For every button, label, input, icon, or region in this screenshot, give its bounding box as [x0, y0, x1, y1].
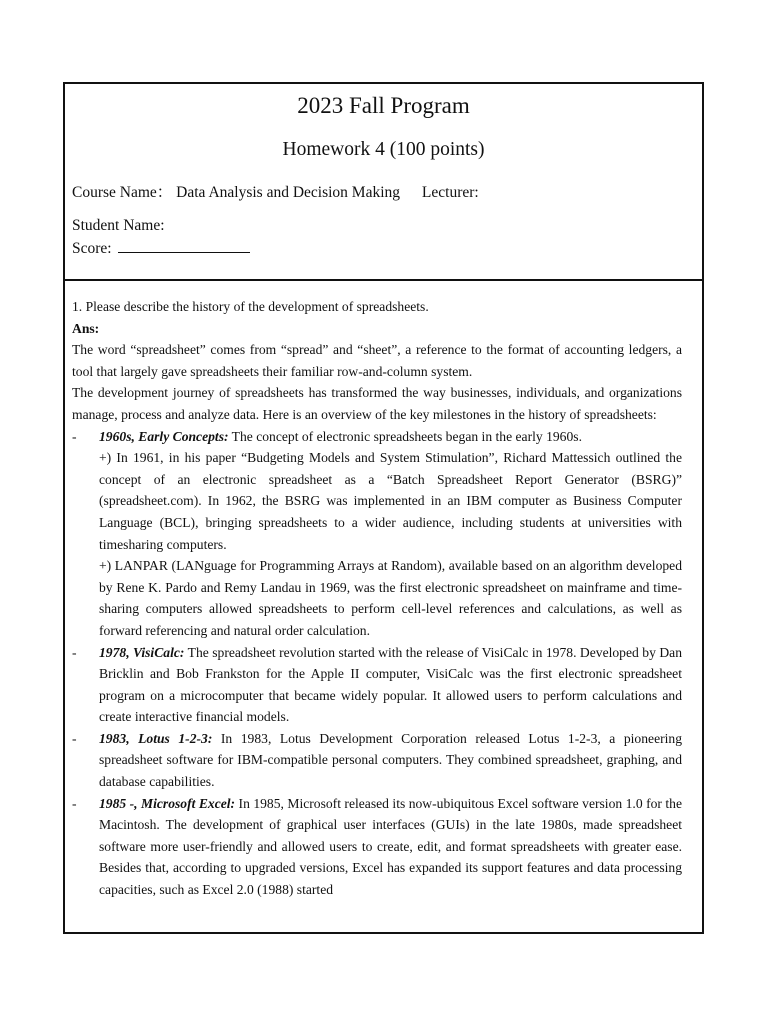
milestone-text: In 1983, Lotus Development Corporation released Lotus 1-2-3, a pioneering spreadsheet software for IBM-compatible personal computers. They combined spreadsheet, graphing, and database capabilities. — [99, 730, 682, 790]
milestone-sub-bsrg: +) In 1961, in his paper “Budgeting Models and System Stimulation”, Richard Mattessich outlined the concept of an electronic spreadsheet as a “Batch Spreadsheet Report Generator (BSRG)” (spreadsheet.com). In 1962, the BSRG was implemented in an IBM computer as Business Computer Language (BCL), bringing spreadsheets to a wider audience, including students at universities with timesharing computers. — [99, 450, 682, 552]
milestone-heading: 1985 -, Microsoft Excel: — [99, 795, 236, 811]
bullet-dash: - — [72, 730, 77, 746]
milestone-sub-lanpar: +) LANPAR (LANguage for Programming Arrays at Random), available based on an algorithm developed by Rene K. Pardo and Remy Landau in 1969, was the first electronic spreadsheet on mainframe and time-sharing computers allowed spreadsheets to perform cell-level references and calculations, as well as forward referencing and natural order calculation. — [99, 558, 682, 638]
score-line — [72, 237, 250, 260]
question-prompt: 1. Please describe the history of the development of spreadsheets. — [72, 299, 429, 314]
lecturer-label: Lecturer: — [421, 184, 479, 201]
page-title: 2023 Fall Program — [297, 93, 470, 118]
header-box — [65, 84, 702, 281]
bullet-dash: - — [72, 644, 77, 660]
milestone-heading: 1978, VisiCalc: — [99, 644, 185, 660]
homework-page-frame — [63, 82, 704, 934]
bullet-dash: - — [72, 428, 77, 444]
course-value: Data Analysis and Decision Making — [176, 184, 401, 201]
milestone-visicalc — [72, 642, 682, 728]
milestone-heading: 1960s, Early Concepts: — [99, 428, 229, 444]
page-subtitle: Homework 4 (100 points) — [282, 139, 485, 160]
student-name-label: Student Name: — [72, 217, 165, 234]
answer-body — [72, 296, 682, 901]
student-name-line — [72, 215, 165, 237]
intro-paragraph-2: The development journey of spreadsheets has transformed the way businesses, individuals, and organizations manage, process and analyze data. Here is an overview of the key milestones in the history of spreadsheets: — [72, 385, 682, 422]
milestone-1960s — [72, 426, 682, 642]
intro-paragraph-1: The word “spreadsheet” comes from “spread” and “sheet”, a reference to the format of accounting ledgers, a tool that largely gave spreadsheets their familiar row-and-column system. — [72, 342, 682, 379]
milestone-text: The concept of electronic spreadsheets began in the early 1960s. — [228, 428, 582, 444]
course-label: Course Name： — [72, 184, 173, 201]
score-blank — [118, 237, 250, 253]
course-line — [72, 182, 479, 204]
bullet-dash: - — [72, 795, 77, 811]
milestone-heading: 1983, Lotus 1-2-3: — [99, 730, 213, 746]
milestone-text: The spreadsheet revolution started with the release of VisiCalc in 1978. Developed by Dan Bricklin and Bob Frankston for the Apple II computer, VisiCalc was the first electronic spreadsheet program on a microcomputer that became widely popular. It allowed users to perform calculations and create interactive financial models. — [99, 644, 682, 725]
score-label: Score: — [72, 240, 112, 257]
ans-label: Ans: — [72, 320, 100, 336]
milestone-excel — [72, 793, 682, 901]
milestone-text: In 1985, Microsoft released its now-ubiquitous Excel software version 1.0 for the Macintosh. The development of graphical user interfaces (GUIs) in the late 1980s, made spreadsheet software more user-friendly and allowed users to create, edit, and format spreadsheets with greater ease. Besides that, according to upgraded versions, Excel has expanded its support features and data processing capacities, such as Excel 2.0 (1988) started — [99, 795, 682, 898]
milestone-lotus — [72, 728, 682, 793]
